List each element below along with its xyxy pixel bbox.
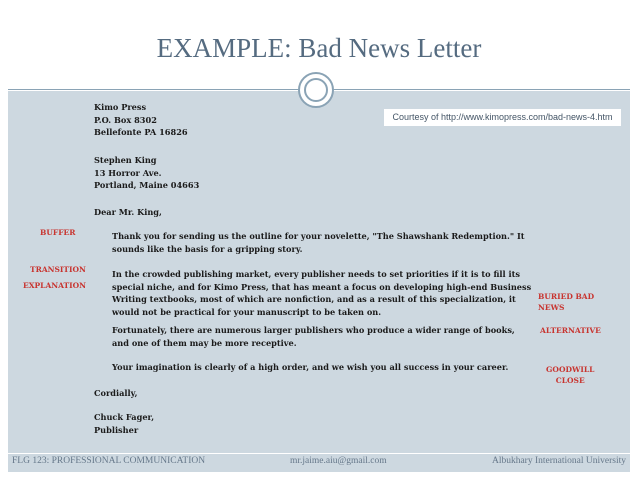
sender-address <box>94 101 534 139</box>
recipient-line: 13 Horror Ave. <box>94 167 162 178</box>
salutation: Dear Mr. King, <box>94 207 162 217</box>
paragraph-buffer <box>94 230 534 255</box>
paragraph-alternative <box>94 324 534 349</box>
closing: Cordially, <box>94 388 138 398</box>
annotation-line: BURIED BAD <box>538 292 595 301</box>
annotation-buffer: BUFFER <box>40 228 76 237</box>
paragraph-goodwill <box>94 361 534 374</box>
circle-ornament-inner <box>304 78 328 102</box>
recipient-address <box>94 154 534 192</box>
signature <box>94 411 534 436</box>
signature-name: Chuck Fager, <box>94 412 155 422</box>
sender-line: Bellefonte PA 16826 <box>94 127 188 137</box>
paragraph-text: Thank you for sending us the outline for your novelette, "The Shawshank Redemption." It sounds like the basis for a gripping story. <box>112 231 525 254</box>
annotation-line: GOODWILL <box>546 365 595 374</box>
paragraph-text: In the crowded publishing market, every publisher needs to set priorities if it is to fill its special niche, and for Kimo Press, that has meant a focus on developing high-end Business Writing textbooks, most of which are nonfiction, and as a result of this specialization, it would not be practical for your manuscript to be taken on. <box>112 269 532 317</box>
recipient-line: Portland, Maine 04663 <box>94 180 200 190</box>
courtesy-note: Courtesy of http://www.kimopress.com/bad-news-4.htm <box>384 109 621 126</box>
annotation-explanation: EXPLANATION <box>23 281 87 290</box>
paragraph-text: Fortunately, there are numerous larger publishers who produce a wider range of books, and one of them may be more receptive. <box>112 325 515 348</box>
recipient-line: Stephen King <box>94 155 157 165</box>
sender-line: Kimo Press <box>94 102 147 112</box>
annotation-line: NEWS <box>538 302 565 312</box>
annotation-line: CLOSE <box>555 375 585 385</box>
slide-footer <box>8 454 630 472</box>
annotation-buried-bad-news <box>538 292 594 313</box>
annotation-transition: TRANSITION <box>30 265 86 274</box>
footer-email: mr.jaime.aiu@gmail.com <box>290 456 387 466</box>
paragraph-text: Your imagination is clearly of a high order, and we wish you all success in your career. <box>112 362 509 372</box>
signature-title: Publisher <box>94 424 139 435</box>
annotation-goodwill-close <box>546 365 594 386</box>
paragraph-explanation <box>94 268 534 318</box>
footer-university: Albukhary International University <box>491 456 626 466</box>
sender-line: P.O. Box 8302 <box>94 114 157 125</box>
footer-course: FLG 123: PROFESSIONAL COMMUNICATION <box>12 456 206 466</box>
slide-title: EXAMPLE: Bad News Letter <box>156 33 482 63</box>
annotation-alternative: ALTERNATIVE <box>540 326 601 335</box>
